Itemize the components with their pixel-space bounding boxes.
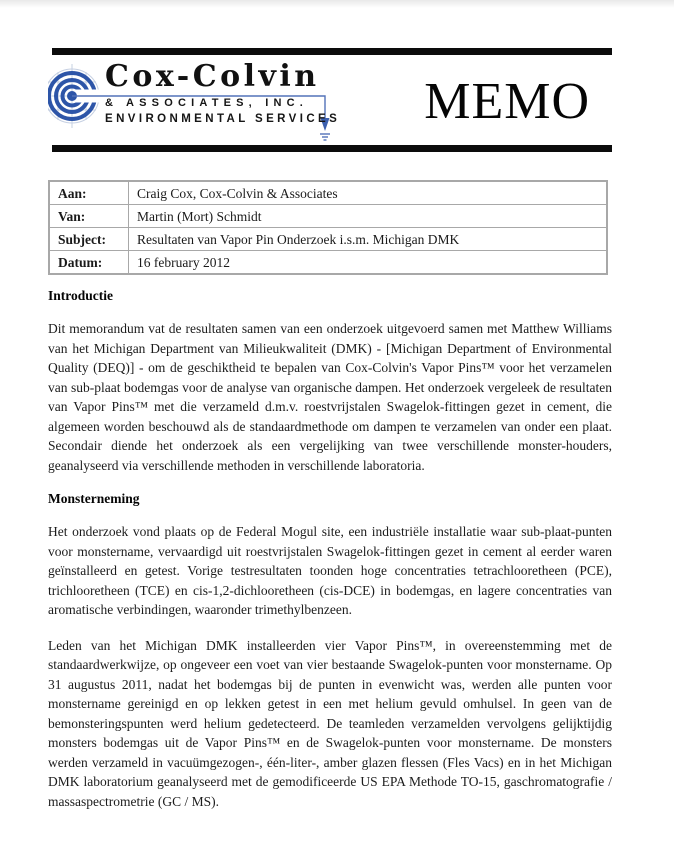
meta-value: Martin (Mort) Schmidt: [129, 205, 608, 228]
page-top-shadow: [0, 0, 674, 8]
meta-row-van: [49, 205, 607, 228]
header-rule: [52, 145, 612, 152]
meta-value: Craig Cox, Cox-Colvin & Associates: [129, 181, 608, 205]
logo-text-block: [105, 60, 340, 126]
paragraph: Leden van het Michigan DMK installeerden vier Vapor Pins™, in overeenstemming met de standaardwerkwijze, op ongeveer een voet van vier bestaande Swagelok-punten voor monstername. Op 31 augustus 2011, nadat het bodemgas bij de punten in evenwicht was, werden alle punten voor monstername gereinigd en op lekken getest in een met helium gevuld omhulsel. In geen van de bemonsteringspunten werd helium gedetecteerd. De teamleden verzamelden vervolgens gelijktijdig monsters bodemgas uit de Vapor Pins™ en de Swagelok-punten voor monstername. De monsters werden verzameld in vacuümgezogen-, één-liter-, amber glazen flessen (Fles Vacs) en in het Michigan DMK laboratorium geanalyseerd met de gemodificeerde US EPA Methode TO-15, gaschromatografie / massaspectrometrie (GC / MS).: [48, 637, 612, 809]
meta-row-aan: [49, 181, 607, 205]
memo-title: MEMO: [424, 73, 590, 130]
memo-body: [48, 288, 612, 827]
section-heading-monsterneming: Monsterneming: [48, 491, 140, 506]
memo-meta-table: [48, 180, 608, 275]
company-logo: [48, 60, 340, 142]
memo-header: [48, 60, 612, 142]
section-heading-introductie: Introductie: [48, 288, 114, 303]
meta-label: Van:: [49, 205, 129, 228]
top-rule: [52, 48, 612, 55]
meta-label: Subject:: [49, 228, 129, 251]
meta-label: Aan:: [49, 181, 129, 205]
paragraph: Dit memorandum vat de resultaten samen van een onderzoek uitgevoerd samen met Matthew Williams van het Michigan Department van Milieukwaliteit (DMK) - [Michigan Department of Environmental Quality (DEQ)] - om de geschiktheid te bepalen van Cox-Colvin's Vapor Pins™ voor het verzamelen van sub-plaat bodemgas voor de analyse van organische dampen. Het onderzoek vergeleek de resultaten van Vapor Pins™ met die verzameld d.m.v. roestvrijstalen Swagelok-fittingen gezet in cement, die algemeen worden beschouwd als de standaardmethode om dampen te verzamelen van onder een plaat. Secondair diende het onderzoek als een vergelijking van twee verschillende monster-houders, geanalyseerd via verschillende methoden in verschillende laboratoria.: [48, 321, 612, 473]
logo-company-name: Cox-Colvin: [105, 59, 320, 94]
paragraph: Het onderzoek vond plaats op de Federal Mogul site, een industriële installatie waar sub-plaat-punten voor monstername, vervaardigd uit roestvrijstalen Swagelok-fittingen gezet in cement al eerder waren geïnstalleerd en getest. Vorige testresultaten toonden hoge concentraties tetrachlooretheen (PCE), trichlooretheen (TCE) en cis-1,2-dichlooretheen (cis-DCE) in bodemgas, en lagere concentraties van aromatische verbindingen, waaronder trimethylbenzeen.: [48, 524, 612, 617]
meta-value: 16 february 2012: [129, 251, 608, 275]
meta-row-datum: [49, 251, 607, 275]
logo-tagline: ENVIRONMENTAL SERVICES: [105, 113, 341, 125]
logo-subtitle: & ASSOCIATES, INC.: [105, 97, 308, 109]
meta-value: Resultaten van Vapor Pin Onderzoek i.s.m. Michigan DMK: [129, 228, 608, 251]
meta-row-subject: [49, 228, 607, 251]
meta-label: Datum:: [49, 251, 129, 275]
